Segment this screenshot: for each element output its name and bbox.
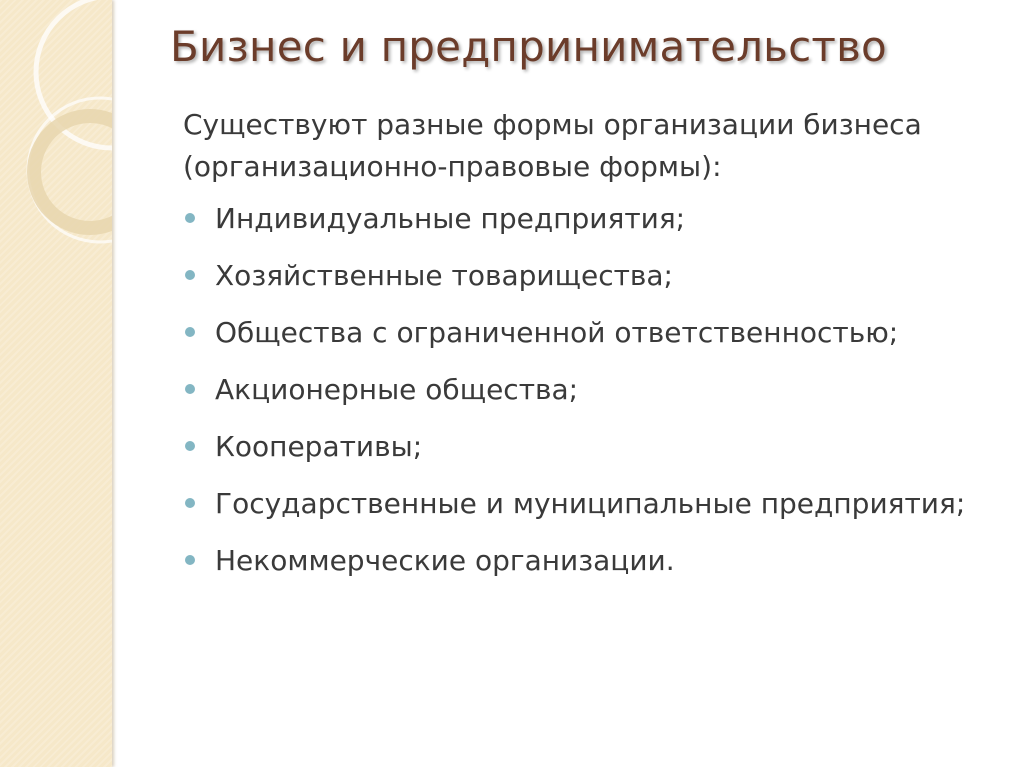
bullet-item (183, 540, 1013, 582)
bullet-text: Государственные и муниципальные предприятия; (215, 487, 966, 520)
bullet-dot-icon (185, 327, 195, 337)
bullet-dot-icon (185, 498, 195, 508)
bullet-dot-icon (185, 270, 195, 280)
bullet-dot-icon (185, 213, 195, 223)
decorative-sidebar (0, 0, 112, 767)
bullet-dot-icon (185, 555, 195, 565)
bullet-list (183, 198, 1013, 582)
slide-title: Бизнес и предпринимательство (170, 22, 887, 71)
intro-text: Существуют разные формы организации бизнеса (организационно-правовые формы): (183, 108, 922, 183)
decorative-circles-graphic (0, 0, 112, 767)
bullet-item (183, 426, 1013, 468)
bullet-text: Индивидуальные предприятия; (215, 202, 686, 235)
bullet-item (183, 198, 1013, 240)
bullet-text: Общества с ограниченной ответственностью; (215, 316, 899, 349)
bullet-item (183, 255, 1013, 297)
bullet-text: Кооперативы; (215, 430, 423, 463)
slide-body (183, 104, 1013, 597)
bullet-item (183, 312, 1013, 354)
bullet-dot-icon (185, 441, 195, 451)
bullet-text: Хозяйственные товарищества; (215, 259, 673, 292)
bullet-item (183, 369, 1013, 411)
bullet-dot-icon (185, 384, 195, 394)
bullet-item (183, 483, 1013, 525)
bullet-text: Некоммерческие организации. (215, 544, 675, 577)
bullet-text: Акционерные общества; (215, 373, 579, 406)
